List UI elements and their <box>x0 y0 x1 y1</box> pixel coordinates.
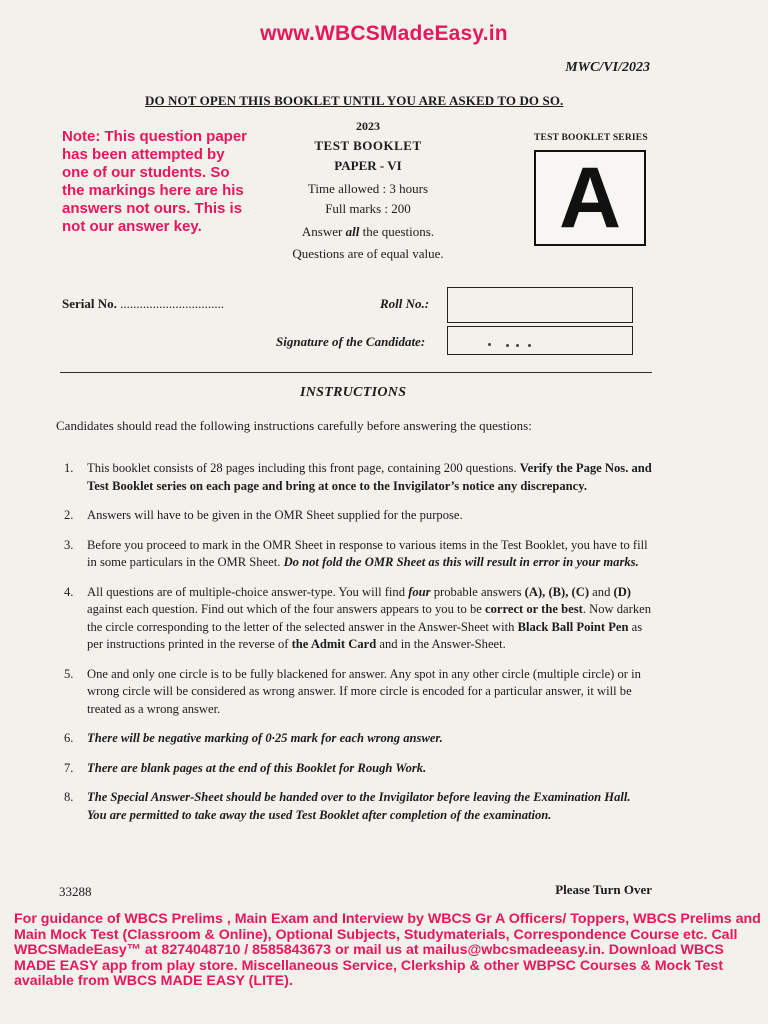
please-turn-over: Please Turn Over <box>555 882 652 897</box>
pen-mark <box>488 343 491 346</box>
instructions-title: INSTRUCTIONS <box>300 385 407 400</box>
instructions-intro: Candidates should read the following instructions carefully before answering the questions: <box>56 418 532 433</box>
series-label: TEST BOOKLET SERIES <box>534 133 648 143</box>
equal-value: Questions are of equal value. <box>292 246 444 261</box>
booklet-warning: DO NOT OPEN THIS BOOKLET UNTIL YOU ARE ASKED TO DO SO. <box>145 93 564 108</box>
disclaimer-note: Note: This question paper has been attempted by one of our students. So the markings here are his answers not ours. This is not our answer key. <box>62 128 248 235</box>
list-item: 7. There are blank pages at the end of this Booklet for Rough Work. <box>64 760 427 775</box>
list-item: 8. The Special Answer-Sheet should be handed over to the Invigilator before leaving the Examination Hall. You are permitted to take away the used Test Booklet after completion of the examination. <box>64 790 631 822</box>
list-item: 6. There will be negative marking of 0·25 mark for each wrong answer. <box>64 731 443 745</box>
promo-text: For guidance of WBCS Prelims , Main Exam and Interview by WBCS Gr A Officers/ Toppers, WBCS Prelims and Main Mock Test (Classroom & Online), Optional Subjects, Studymaterials, Correspondence Course etc. Call WBCSMadeEasy™ at 8274048710 / 8585843673 or mail us at mailus@wbcsmadeeasy.in. Download WBCS MADE EASY app from play store. Miscellaneous Service, Clerkship & other WBPSC Courses & Mock Test available from WBCS MADE EASY (LITE). <box>14 911 761 990</box>
booklet-title: TEST BOOKLET <box>314 138 422 153</box>
pen-mark <box>528 344 531 347</box>
paper-code: MWC/VI/2023 <box>565 60 650 75</box>
pen-mark <box>516 344 519 347</box>
booklet-info <box>268 116 468 264</box>
roll-number-label: Roll No.: <box>380 296 430 311</box>
time-allowed: Time allowed : 3 hours <box>307 181 429 196</box>
list-item: 5. One and only one circle is to be fully blackened for answer. Any spot in any other circle (multiple circle) or in wrong circle will be considered as wrong answer. If more circle is encoded for a particular answer, it will be treated as a wrong answer. <box>64 666 641 716</box>
booklet-code: 33288 <box>59 884 92 899</box>
booklet-year: 2023 <box>356 119 380 133</box>
answer-all: Answer all the questions. <box>301 224 435 239</box>
roll-number-box[interactable] <box>447 287 633 323</box>
serial-number-field: Serial No. ................................ <box>62 296 225 311</box>
instructions-list <box>60 460 652 836</box>
series-letter: A <box>558 150 622 246</box>
signature-box[interactable] <box>447 326 633 355</box>
paper-number: PAPER - VI <box>334 158 402 173</box>
signature-label: Signature of the Candidate: <box>276 334 426 349</box>
site-url[interactable]: www.WBCSMadeEasy.in <box>260 22 508 45</box>
divider <box>60 372 652 373</box>
pen-mark <box>506 344 509 347</box>
list-item: 3. Before you proceed to mark in the OMR Sheet in response to various items in the Test Booklet, you have to fill in some particulars in the OMR Sheet. Do not fold the OMR Sheet as this will result in error in your marks. <box>64 537 648 569</box>
list-item: 1. This booklet consists of 28 pages including this front page, containing 200 questions. Verify the Page Nos. and Test Booklet series on each page and bring at once to the Invigilator’s notice any discrepancy. <box>64 461 652 493</box>
list-item: 2. Answers will have to be given in the OMR Sheet supplied for the purpose. <box>64 508 463 522</box>
list-item: 4. All questions are of multiple-choice answer-type. You will find four probable answers (A), (B), (C) and (D) against each question. Find out which of the four answers appears to you to be correct or the best. Now darken the circle corresponding to the letter of the selected answer in the Answer-Sheet with Black Ball Point Pen as per instructions printed in the reverse of the Admit Card and in the Answer-Sheet. <box>64 584 652 651</box>
full-marks: Full marks : 200 <box>325 201 411 216</box>
series-box <box>534 150 646 246</box>
